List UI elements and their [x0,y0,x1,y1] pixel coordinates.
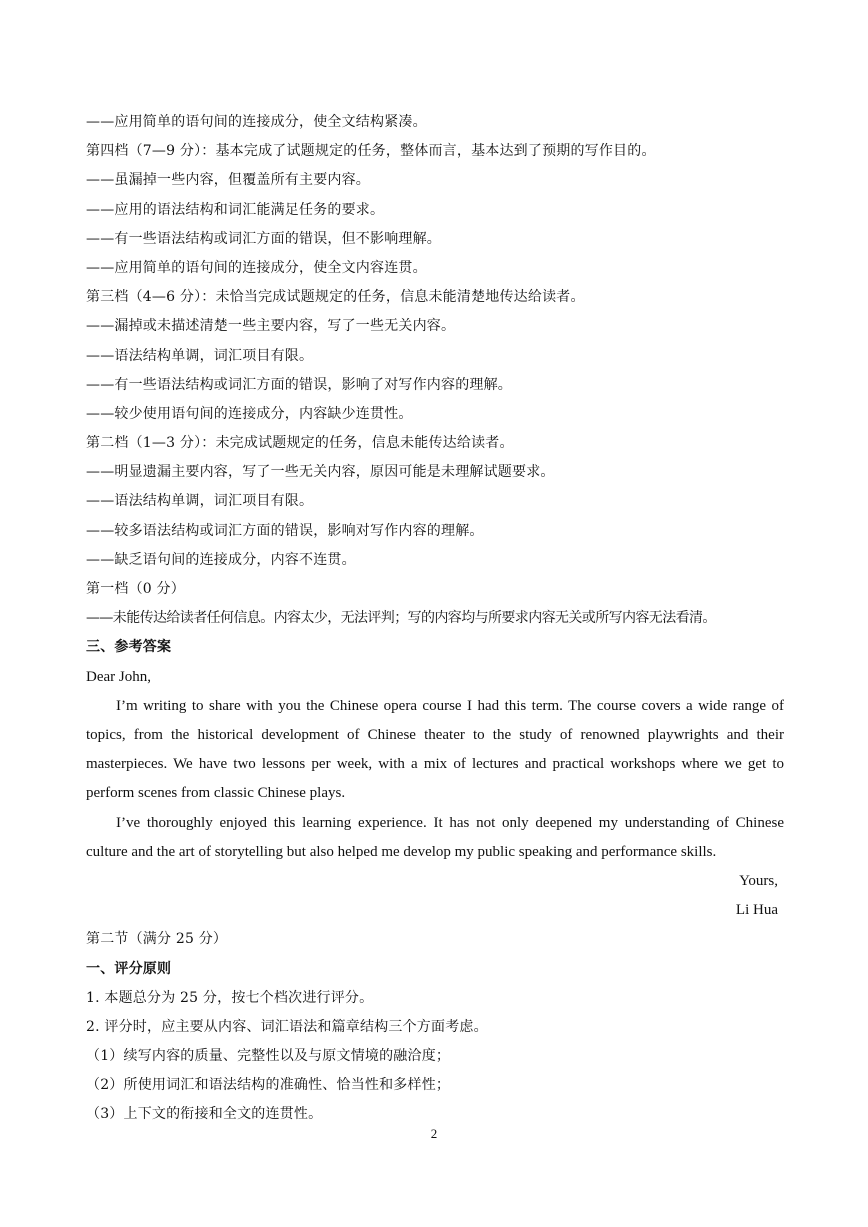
letter-signature: Li Hua [735,902,778,919]
criteria-line: ——虽漏掉一些内容，但覆盖所有主要内容。 [86,172,370,189]
grade-four-heading: 第四档（7—9 分）：基本完成了试题规定的任务，整体而言，基本达到了预期的写作目的。 [86,143,656,160]
criteria-line: ——应用简单的语句间的连接成分，使全文内容连贯。 [86,259,427,276]
sample-letter [86,663,784,926]
criteria-line: ——语法结构单调，词汇项目有限。 [86,493,314,510]
grade-three-heading: 第三档（4—6 分）：未恰当完成试题规定的任务，信息未能清楚地传达给读者。 [86,289,585,306]
principle-line: （3）上下文的衔接和全文的连贯性。 [86,1106,323,1123]
criteria-line: ——语法结构单调，词汇项目有限。 [86,347,314,364]
scoring-principles-heading: 一、评分原则 [86,960,172,977]
criteria-line: ——明显遗漏主要内容，写了一些无关内容，原因可能是未理解试题要求。 [86,464,555,481]
criteria-line: ——缺乏语句间的连接成分，内容不连贯。 [86,551,356,568]
page-number: 2 [430,1126,438,1141]
section-two-title: 第二节（满分 25 分） [86,931,228,948]
principle-line: 1. 本题总分为 25 分，按七个档次进行评分。 [86,989,374,1006]
criteria-line: ——未能传达给读者任何信息。内容太少，无法评判；写的内容均与所要求内容无关或所写内容无法看清。 [86,610,716,627]
criteria-line: ——应用简单的语句间的连接成分，使全文结构紧凑。 [86,114,427,130]
grade-two-heading: 第二档（1—3 分）：未完成试题规定的任务，信息未能传达给读者。 [86,435,514,452]
criteria-line: ——漏掉或未描述清楚一些主要内容，写了一些无关内容。 [86,318,456,335]
criteria-line: ——有一些语法结构或词汇方面的错误，影响了对写作内容的理解。 [86,376,512,393]
letter-closing: Yours, [739,872,778,889]
letter-paragraph: I’m writing to share with you the Chinese opera course I had this term. The course covers a wide range of topics, from the historical development of Chinese theater to the study of renowned playwrights and their masterpieces. We have two lessons per week, with a mix of lectures and practical workshops where we get to perform scenes from classic Chinese plays. [86,697,784,802]
principle-line: 2. 评分时，应主要从内容、词汇语法和篇章结构三个方面考虑。 [86,1018,488,1035]
criteria-line: ——较少使用语句间的连接成分，内容缺少连贯性。 [86,405,413,422]
criteria-line: ——应用的语法结构和词汇能满足任务的要求。 [86,201,385,218]
grade-one-heading: 第一档（0 分） [86,581,185,597]
reference-answer-heading: 三、参考答案 [86,639,172,656]
principle-line: （2）所使用词汇和语法结构的准确性、恰当性和多样性； [86,1077,451,1094]
letter-paragraph: I’ve thoroughly enjoyed this learning experience. It has not only deepened my understanding of Chinese culture and the art of storytelling but also helped me develop my public speaking and performance skills. [86,814,784,860]
principle-line: （1）续写内容的质量、完整性以及与原文情境的融洽度； [86,1048,451,1065]
criteria-line: ——较多语法结构或词汇方面的错误，影响对写作内容的理解。 [86,522,484,539]
criteria-line: ——有一些语法结构或词汇方面的错误，但不影响理解。 [86,230,441,247]
document-body [86,108,784,1130]
letter-greeting: Dear John, [86,668,151,685]
